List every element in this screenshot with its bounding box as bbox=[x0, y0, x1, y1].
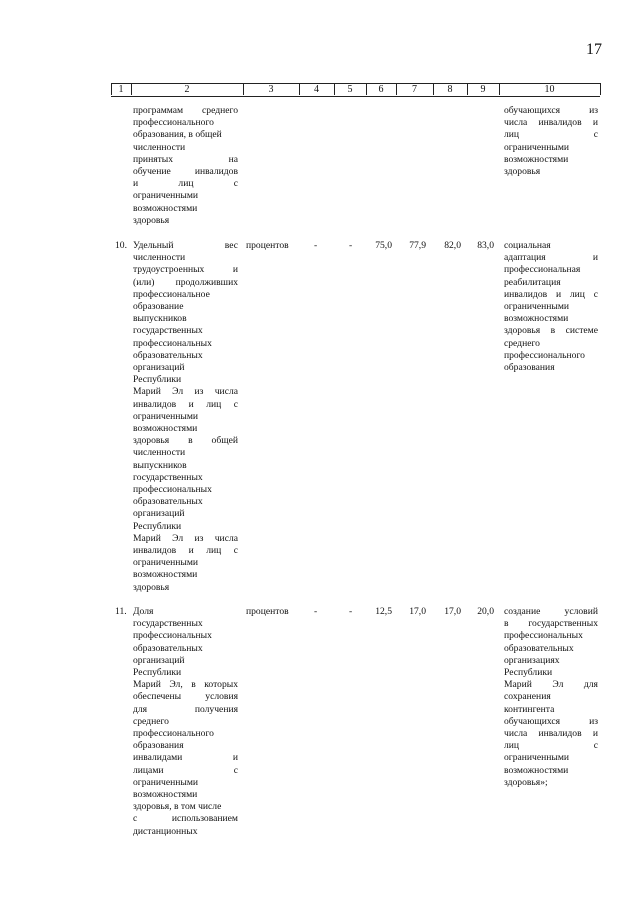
cell-line: профессионального bbox=[504, 349, 585, 361]
cell-line: Республики bbox=[133, 374, 182, 386]
cell-line: профессиональных bbox=[133, 484, 212, 496]
cell-line: ограниченными bbox=[504, 301, 570, 313]
indicator-cell bbox=[133, 606, 238, 838]
cell-line: Марий Эл из числа bbox=[133, 532, 238, 544]
cell-line: среднего bbox=[133, 715, 169, 727]
cell-line: здоровья bbox=[504, 166, 541, 178]
measure-cell bbox=[504, 240, 598, 374]
cell-line: государственных bbox=[133, 471, 203, 483]
indicator-cell bbox=[133, 240, 238, 594]
cell-line: ограниченными bbox=[504, 752, 570, 764]
cell-line: образования bbox=[133, 740, 184, 752]
value-cell: 75,0 bbox=[375, 240, 392, 251]
cell-line: здоровья bbox=[133, 581, 170, 593]
cell-line: социальная bbox=[504, 240, 551, 251]
column-header: 4 bbox=[314, 84, 319, 95]
cell-line: числа инвалидов и bbox=[504, 728, 598, 740]
cell-line: численности bbox=[133, 447, 186, 459]
value-cell: - bbox=[349, 240, 353, 251]
value-cell: 82,0 bbox=[444, 240, 461, 251]
page-number: 17 bbox=[586, 41, 602, 58]
cell-line: образование bbox=[133, 301, 184, 313]
cell-line: Республики bbox=[504, 667, 553, 679]
cell-line: возможностями bbox=[504, 764, 569, 776]
cell-line: инвалидов и лиц с bbox=[133, 398, 238, 410]
table-border bbox=[600, 83, 601, 95]
cell-line: образовательных bbox=[133, 349, 203, 361]
value-cell: 77,9 bbox=[409, 240, 426, 251]
unit-cell: процентов bbox=[246, 606, 289, 617]
cell-line: образовательных bbox=[504, 642, 574, 654]
cell-line: образовательных bbox=[133, 496, 203, 508]
cell-line: численности bbox=[133, 141, 186, 153]
column-header: 3 bbox=[268, 84, 274, 95]
cell-line: обучающихся из bbox=[504, 715, 598, 727]
cell-line: профессиональное bbox=[133, 288, 210, 300]
cell-line: здоровья в общей bbox=[133, 435, 238, 447]
cell-line: государственных bbox=[133, 325, 203, 337]
cell-line: контингента bbox=[504, 703, 555, 715]
cell-line: адаптация и bbox=[504, 252, 598, 264]
cell-line: выпускников bbox=[133, 459, 187, 471]
cell-line: среднего bbox=[504, 337, 540, 349]
cell-line: и лиц с bbox=[133, 178, 238, 190]
cell-line: возможностями bbox=[133, 789, 198, 801]
cell-line: возможностями bbox=[133, 202, 198, 214]
cell-line: Марий Эл из числа bbox=[133, 386, 238, 398]
cell-line: организаций bbox=[133, 362, 185, 374]
cell-line: инвалидами и bbox=[133, 752, 238, 764]
cell-line: обеспечены условия bbox=[133, 691, 238, 703]
cell-line: возможностями bbox=[133, 423, 198, 435]
cell-line: выпускников bbox=[133, 313, 187, 325]
cell-line: организаций bbox=[133, 654, 185, 666]
value-cell: - bbox=[349, 606, 353, 617]
cell-line: образования, в общей bbox=[133, 129, 222, 141]
cell-line: Республики bbox=[133, 520, 182, 532]
cell-line: трудоустроенных и bbox=[133, 264, 238, 276]
cell-line: инвалидов и лиц с bbox=[504, 288, 598, 300]
row-number: 11. bbox=[115, 606, 127, 617]
cell-line: образовательных bbox=[133, 642, 203, 654]
cell-line: для получения bbox=[133, 703, 238, 715]
cell-line: профессиональных bbox=[504, 630, 583, 642]
cell-line: профессиональная bbox=[504, 264, 581, 276]
cell-line: государственных bbox=[133, 618, 203, 630]
cell-line: в государственных bbox=[504, 618, 598, 630]
column-header: 1 bbox=[118, 84, 124, 95]
cell-line: с использованием bbox=[133, 813, 238, 825]
cell-line: ограниченными bbox=[133, 557, 199, 569]
row-number: 10. bbox=[115, 240, 127, 251]
cell-line: численности bbox=[133, 252, 186, 264]
cell-line: ограниченными bbox=[133, 776, 199, 788]
cell-line: лиц с bbox=[504, 129, 598, 141]
value-cell: - bbox=[314, 240, 318, 251]
cell-line: Удельный вес bbox=[133, 240, 238, 251]
cell-line: образования bbox=[504, 362, 555, 374]
cell-line: здоровья в системе bbox=[504, 325, 598, 337]
column-header: 9 bbox=[480, 84, 486, 95]
cell-line: обучающихся из bbox=[504, 105, 598, 116]
cell-line: реабилитация bbox=[504, 276, 561, 288]
cell-line: Марий Эл для bbox=[504, 679, 598, 691]
value-cell: 17,0 bbox=[444, 606, 461, 617]
cell-line: возможностями bbox=[504, 313, 569, 325]
cell-line: организаций bbox=[133, 508, 185, 520]
value-cell: 83,0 bbox=[477, 240, 494, 251]
cell-line: дистанционных bbox=[133, 825, 198, 837]
column-header: 5 bbox=[347, 84, 353, 95]
cell-line: организациях bbox=[504, 654, 560, 666]
value-cell: 17,0 bbox=[409, 606, 426, 617]
cell-line: профессионального bbox=[133, 117, 214, 129]
value-cell: - bbox=[314, 606, 318, 617]
column-header: 10 bbox=[544, 84, 555, 95]
cell-line: обучение инвалидов bbox=[133, 166, 238, 178]
column-header: 8 bbox=[447, 84, 453, 95]
cell-line: здоровья, в том числе bbox=[133, 801, 222, 813]
cell-line: здоровья bbox=[133, 214, 170, 226]
cell-line: Марий Эл, в которых bbox=[133, 679, 238, 691]
cell-line: Республики bbox=[133, 667, 182, 679]
cell-line: возможностями bbox=[133, 569, 198, 581]
cell-line: лицами с bbox=[133, 764, 238, 776]
cell-line: профессиональных bbox=[133, 337, 212, 349]
cell-line: (или) продолживших bbox=[133, 276, 238, 288]
measure-cell bbox=[504, 606, 598, 789]
cell-line: ограниченными bbox=[133, 190, 199, 202]
measure-cell bbox=[504, 105, 598, 178]
column-header: 6 bbox=[378, 84, 384, 95]
value-cell: 12,5 bbox=[375, 606, 392, 617]
cell-line: принятых на bbox=[133, 153, 238, 165]
cell-line: профессионального bbox=[133, 728, 214, 740]
cell-line: числа инвалидов и bbox=[504, 117, 598, 129]
indicator-cell bbox=[133, 105, 238, 227]
cell-line: возможностями bbox=[504, 153, 569, 165]
column-header: 7 bbox=[412, 84, 417, 95]
unit-cell: процентов bbox=[246, 240, 289, 251]
cell-line: лиц с bbox=[504, 740, 598, 752]
cell-line: инвалидов и лиц с bbox=[133, 545, 238, 557]
cell-line: профессиональных bbox=[133, 630, 212, 642]
cell-line: Доля bbox=[133, 606, 154, 617]
cell-line: создание условий bbox=[504, 606, 598, 617]
cell-line: здоровья»; bbox=[504, 776, 548, 788]
cell-line: программам среднего bbox=[133, 105, 238, 116]
cell-line: ограниченными bbox=[504, 141, 570, 153]
column-header: 2 bbox=[184, 84, 190, 95]
cell-line: сохранения bbox=[504, 691, 551, 703]
value-cell: 20,0 bbox=[477, 606, 494, 617]
cell-line: ограниченными bbox=[133, 410, 199, 422]
